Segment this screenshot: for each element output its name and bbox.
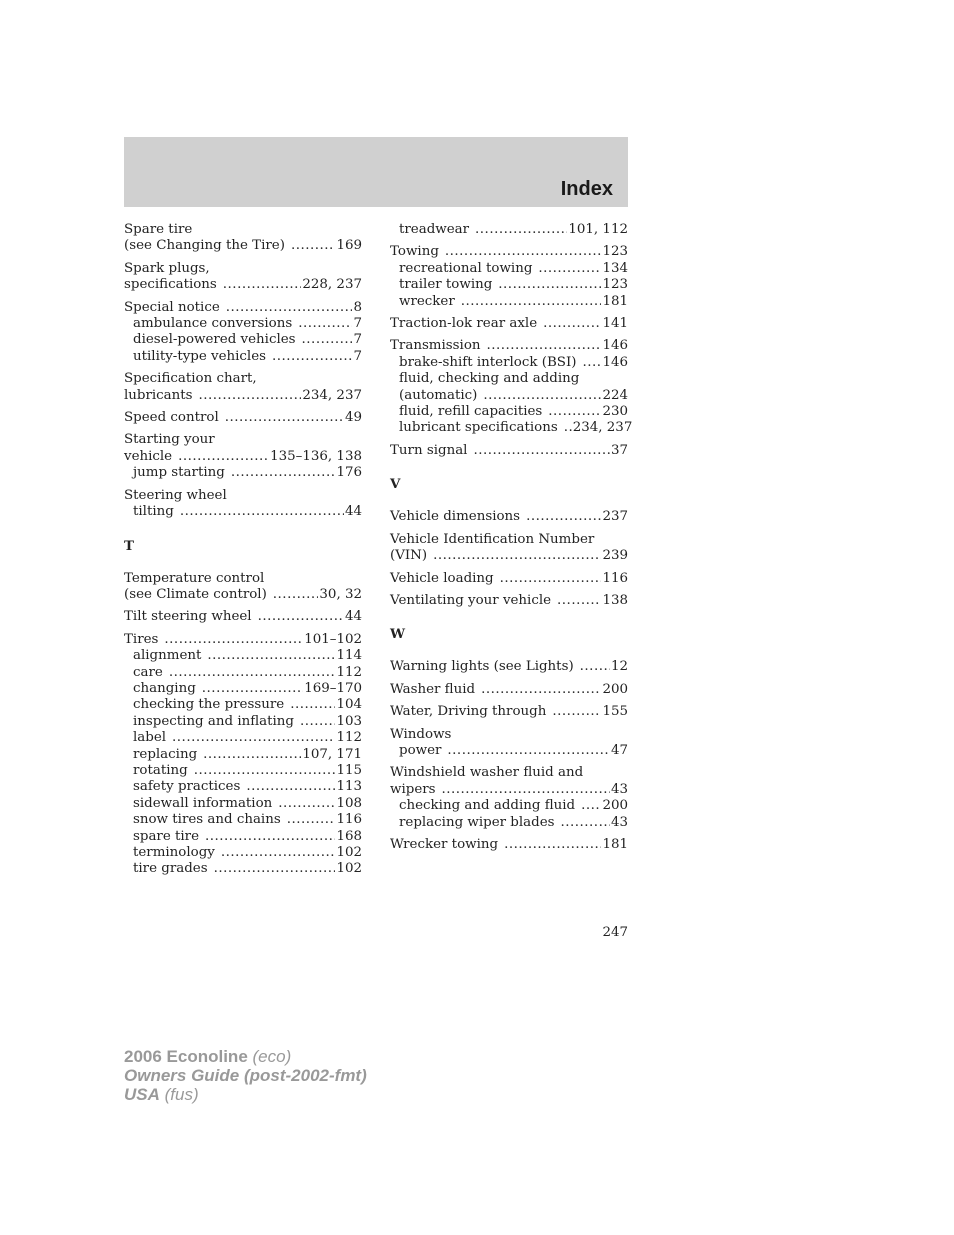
index-entry — [390, 532, 628, 565]
entry-label: changing — [133, 680, 196, 696]
footer — [124, 1047, 367, 1104]
entry-page-ref: 7 — [353, 316, 362, 332]
entry-label: replacing — [133, 746, 198, 762]
entry-page-ref: 102 — [336, 845, 362, 860]
dot-leader — [442, 782, 610, 798]
entry-label: Vehicle dimensions — [390, 509, 521, 525]
entry-label: fluid, refill capacities — [399, 404, 543, 420]
dot-leader — [214, 861, 336, 877]
entry-label: Vehicle Identification Number — [390, 531, 595, 547]
index-entry — [124, 261, 362, 294]
index-subentry-line — [124, 697, 362, 713]
dot-leader — [290, 697, 335, 713]
index-entry-line — [390, 316, 628, 332]
entry-page-ref: 112 — [336, 664, 362, 680]
entry-page-ref: 123 — [602, 244, 628, 260]
index-subentry-line — [124, 747, 362, 763]
entry-label: specifications — [124, 277, 217, 293]
entry-page-ref: 230 — [602, 404, 628, 420]
index-entry — [124, 410, 362, 426]
entry-page-ref: 30, 32 — [319, 586, 362, 602]
entry-label: vehicle — [124, 448, 173, 464]
footer-model: 2006 Econoline — [124, 1047, 248, 1066]
index-subentry-line — [124, 316, 362, 332]
index-header-bar — [124, 137, 628, 207]
dot-leader — [273, 587, 319, 603]
index-section-letter: V — [390, 476, 401, 493]
index-subentry-line — [124, 465, 362, 481]
entry-label: jump starting — [133, 465, 225, 481]
entry-label: Tilt steering wheel — [124, 609, 252, 625]
entry-page-ref: 146 — [602, 338, 628, 354]
entry-page-ref: 101–102 — [304, 631, 362, 647]
entry-label: fluid, checking and adding — [399, 371, 580, 387]
dot-leader — [526, 509, 601, 525]
entry-label: wipers — [390, 781, 436, 797]
index-subentry-line — [390, 261, 628, 277]
dot-leader — [504, 837, 601, 853]
footer-region-code: (fus) — [164, 1085, 199, 1104]
entry-page-ref: 43 — [610, 781, 628, 797]
dot-leader — [552, 704, 601, 720]
index-subentry-line — [124, 796, 362, 812]
dot-leader — [483, 388, 601, 404]
index-entry-line — [124, 261, 362, 277]
footer-line-1 — [124, 1047, 367, 1066]
entry-label: (VIN) — [390, 548, 428, 564]
entry-label: Traction-lok rear axle — [390, 316, 538, 332]
dot-leader — [172, 730, 335, 746]
dot-leader — [561, 815, 610, 831]
entry-label: tire grades — [133, 861, 208, 877]
index-subentry-line — [124, 812, 362, 828]
entry-label: (automatic) — [399, 387, 478, 403]
index-column-left — [124, 222, 362, 884]
dot-leader — [231, 465, 336, 481]
index-entry-line — [124, 449, 362, 465]
entry-label: wrecker — [399, 293, 455, 309]
entry-page-ref: 141 — [602, 316, 628, 332]
index-subentry-line — [124, 829, 362, 845]
dot-leader — [246, 779, 335, 795]
entry-label: Vehicle loading — [390, 570, 494, 586]
dot-leader — [475, 222, 567, 238]
index-subentry-line — [390, 404, 628, 420]
entry-page-ref: 12 — [610, 659, 628, 675]
footer-region: USA — [124, 1085, 160, 1104]
entry-page-ref: 102 — [336, 861, 362, 877]
index-entry-line — [124, 388, 362, 404]
section-title: Index — [560, 178, 613, 200]
dot-leader — [291, 238, 336, 254]
index-subentry-line — [124, 845, 362, 861]
entry-label: Windshield washer fluid and — [390, 765, 584, 781]
index-subentry-line — [124, 714, 362, 730]
entry-page-ref: 8 — [353, 299, 362, 315]
index-entry-line — [124, 222, 362, 238]
entry-page-ref: 107, 171 — [302, 746, 362, 762]
entry-page-ref: 155 — [602, 704, 628, 720]
entry-label: brake-shift interlock (BSI) — [399, 354, 577, 370]
index-subentry-line — [390, 371, 628, 387]
entry-page-ref: 112 — [336, 730, 362, 746]
dot-leader — [205, 829, 335, 845]
index-subentry-line — [390, 294, 628, 310]
index-entry — [390, 765, 628, 831]
entry-label: diesel-powered vehicles — [133, 332, 296, 348]
index-entry-line — [124, 410, 362, 426]
entry-label: Windows — [390, 726, 452, 742]
entry-label: Turn signal — [390, 442, 468, 458]
entry-label: care — [133, 664, 163, 680]
index-entry — [390, 593, 628, 609]
dot-leader — [278, 796, 335, 812]
entry-page-ref: 169 — [336, 238, 362, 254]
dot-leader — [202, 681, 303, 697]
index-entry-line — [390, 509, 628, 525]
entry-label: ambulance conversions — [133, 316, 293, 332]
entry-label: Speed control — [124, 410, 219, 426]
dot-leader — [500, 571, 602, 587]
index-entry — [390, 837, 628, 853]
entry-label: Water, Driving through — [390, 704, 547, 720]
entry-label: Wrecker towing — [390, 836, 499, 852]
entry-label: rotating — [133, 762, 188, 778]
entry-page-ref: 101, 112 — [568, 222, 628, 237]
dot-leader — [487, 338, 602, 354]
index-subentry-line — [124, 665, 362, 681]
entry-page-ref: 228, 237 — [302, 277, 362, 293]
index-entry-line — [390, 443, 628, 459]
index-entry — [390, 704, 628, 720]
index-entry-line — [390, 571, 628, 587]
entry-label: Spare tire — [124, 222, 193, 237]
index-section-letter: W — [390, 626, 406, 643]
entry-label: Starting your — [124, 432, 215, 448]
entry-page-ref: 138 — [602, 592, 628, 608]
dot-leader — [207, 648, 335, 664]
dot-leader — [164, 632, 303, 648]
index-subentry-line — [390, 388, 628, 404]
entry-label: lubricants — [124, 387, 193, 403]
index-column-right — [390, 222, 633, 859]
index-entry — [124, 222, 362, 255]
index-entry-line — [390, 782, 628, 798]
entry-page-ref: 113 — [336, 779, 362, 795]
dot-leader — [498, 277, 601, 293]
dot-leader — [433, 548, 601, 564]
dot-leader — [473, 443, 609, 459]
entry-page-ref: 116 — [336, 812, 362, 828]
entry-label: checking and adding fluid — [399, 798, 576, 814]
entry-page-ref: 108 — [336, 795, 362, 811]
entry-page-ref: 116 — [602, 570, 628, 586]
entry-page-ref: 115 — [336, 762, 362, 778]
dot-leader — [445, 244, 602, 260]
entry-label: Temperature control — [124, 570, 265, 586]
dot-leader — [557, 593, 601, 609]
index-subentry-line — [124, 861, 362, 877]
entry-page-ref: 43 — [610, 814, 628, 830]
dot-leader — [538, 261, 601, 277]
dot-leader — [223, 277, 302, 293]
dot-leader — [272, 349, 352, 365]
dot-leader — [302, 332, 353, 348]
index-entry — [390, 316, 628, 332]
index-entry — [390, 571, 628, 587]
index-entry-line — [124, 277, 362, 293]
entry-page-ref: 200 — [602, 681, 628, 697]
footer-line-3 — [124, 1085, 367, 1104]
entry-label: Warning lights (see Lights) — [390, 659, 574, 675]
dot-leader — [548, 404, 601, 420]
entry-page-ref: 200 — [602, 798, 628, 814]
dot-leader — [447, 743, 610, 759]
index-entry-line — [390, 682, 628, 698]
index-subentry-line — [390, 355, 628, 371]
entry-label: Steering wheel — [124, 487, 227, 503]
entry-label: utility-type vehicles — [133, 348, 266, 364]
dot-leader — [543, 316, 601, 332]
index-subentry-line — [390, 743, 628, 759]
entry-label: inspecting and inflating — [133, 713, 295, 729]
dot-leader — [564, 420, 572, 436]
dot-leader — [461, 294, 602, 310]
entry-label: treadwear — [399, 222, 470, 237]
index-entry — [124, 632, 362, 878]
index-entry-line — [390, 244, 628, 260]
index-subentry-line — [390, 798, 628, 814]
entry-page-ref: 134 — [602, 260, 628, 276]
dot-leader — [287, 812, 336, 828]
index-entry — [390, 338, 633, 436]
index-entry — [390, 682, 628, 698]
index-entry-line — [390, 704, 628, 720]
footer-guide: Owners Guide (post-2002-fmt) — [124, 1066, 367, 1085]
index-entry-line — [124, 238, 362, 254]
index-entry-line — [124, 432, 362, 448]
index-entry-line — [124, 632, 362, 648]
index-entry-line — [390, 532, 628, 548]
entry-page-ref: 135–136, 138 — [270, 448, 362, 464]
index-entry-line — [124, 488, 362, 504]
entry-page-ref: 146 — [602, 354, 628, 370]
dot-leader — [298, 316, 352, 332]
index-entry — [390, 244, 628, 310]
index-entry-line — [124, 571, 362, 587]
page-number: 247 — [602, 925, 628, 940]
index-entry-line — [124, 300, 362, 316]
dot-leader — [169, 665, 336, 681]
entry-page-ref: 237 — [602, 509, 628, 525]
index-entry — [390, 659, 628, 675]
entry-label: Washer fluid — [390, 681, 476, 697]
entry-page-ref: 7 — [353, 332, 362, 348]
dot-leader — [178, 449, 269, 465]
entry-label: snow tires and chains — [133, 812, 281, 828]
dot-leader — [580, 659, 610, 675]
entry-label: Spark plugs, — [124, 260, 210, 276]
entry-label: Transmission — [390, 338, 481, 354]
index-entry-line — [124, 371, 362, 387]
dot-leader — [225, 410, 344, 426]
entry-label: (see Climate control) — [124, 586, 267, 602]
entry-label: Special notice — [124, 299, 220, 315]
index-entry — [124, 432, 362, 481]
index-entry — [124, 609, 362, 625]
entry-label: Specification chart, — [124, 371, 257, 387]
entry-page-ref: 168 — [336, 828, 362, 844]
index-subentry-line — [124, 779, 362, 795]
index-entry-line — [390, 338, 628, 354]
entry-label: recreational towing — [399, 260, 533, 276]
index-entry — [390, 727, 628, 760]
dot-leader — [581, 798, 601, 814]
entry-label: Towing — [390, 244, 439, 260]
entry-label: terminology — [133, 845, 215, 860]
index-entry — [390, 443, 628, 459]
index-subentry-line — [124, 763, 362, 779]
index-subentry-line — [124, 332, 362, 348]
entry-label: (see Changing the Tire) — [124, 238, 285, 254]
index-subentry-line — [124, 504, 362, 520]
footer-line-2 — [124, 1066, 367, 1085]
entry-label: checking the pressure — [133, 697, 285, 713]
entry-page-ref: 181 — [602, 836, 628, 852]
entry-page-ref: 44 — [344, 504, 362, 520]
entry-page-ref: 114 — [336, 648, 362, 664]
dot-leader — [300, 714, 335, 730]
entry-page-ref: 44 — [344, 609, 362, 625]
index-subentry-line — [390, 815, 628, 831]
index-entry-line — [390, 593, 628, 609]
dot-leader — [226, 300, 353, 316]
dot-leader — [221, 845, 336, 861]
dot-leader — [582, 355, 601, 371]
entry-page-ref: 7 — [353, 348, 362, 364]
index-subentry-line — [124, 730, 362, 746]
entry-label: replacing wiper blades — [399, 814, 555, 830]
index-entry — [390, 509, 628, 525]
index-entry-line — [124, 587, 362, 603]
entry-page-ref: 169–170 — [304, 680, 362, 696]
index-subentry-line — [390, 420, 633, 436]
index-subentry-line — [124, 648, 362, 664]
entry-label: Tires — [124, 631, 159, 647]
entry-label: Ventilating your vehicle — [390, 592, 552, 608]
entry-page-ref: 49 — [344, 410, 362, 426]
index-subentry-line — [390, 222, 628, 238]
entry-label: alignment — [133, 648, 202, 664]
index-subentry-line — [390, 277, 628, 293]
index-entry — [390, 222, 628, 238]
dot-leader — [258, 609, 344, 625]
index-entry-line — [390, 548, 628, 564]
entry-page-ref: 234, 237 — [572, 420, 633, 436]
dot-leader — [203, 747, 301, 763]
dot-leader — [481, 682, 601, 698]
index-subentry-line — [124, 681, 362, 697]
entry-label: lubricant specifications — [399, 420, 558, 436]
entry-label: spare tire — [133, 828, 199, 844]
entry-label: label — [133, 730, 167, 746]
entry-page-ref: 103 — [336, 713, 362, 729]
index-entry-line — [390, 659, 628, 675]
entry-label: trailer towing — [399, 277, 493, 293]
index-entry — [124, 300, 362, 366]
entry-label: safety practices — [133, 779, 241, 795]
entry-label: power — [399, 742, 442, 758]
entry-page-ref: 224 — [602, 387, 628, 403]
footer-model-code: (eco) — [252, 1047, 292, 1066]
entry-page-ref: 123 — [602, 277, 628, 293]
index-entry-line — [390, 837, 628, 853]
index-entry-line — [124, 609, 362, 625]
entry-page-ref: 234, 237 — [302, 387, 362, 403]
index-entry — [124, 571, 362, 604]
entry-page-ref: 181 — [602, 293, 628, 309]
dot-leader — [194, 763, 336, 779]
index-entry — [124, 488, 362, 521]
dot-leader — [199, 388, 302, 404]
index-entry-line — [390, 727, 628, 743]
entry-page-ref: 37 — [610, 442, 628, 458]
entry-page-ref: 176 — [336, 465, 362, 481]
entry-label: sidewall information — [133, 795, 273, 811]
index-subentry-line — [124, 349, 362, 365]
entry-page-ref: 47 — [610, 742, 628, 758]
entry-label: tilting — [133, 504, 174, 520]
index-entry-line — [390, 765, 628, 781]
dot-leader — [180, 504, 344, 520]
entry-page-ref: 104 — [336, 697, 362, 713]
index-entry — [124, 371, 362, 404]
entry-page-ref: 239 — [602, 548, 628, 564]
index-section-letter: T — [124, 537, 134, 554]
